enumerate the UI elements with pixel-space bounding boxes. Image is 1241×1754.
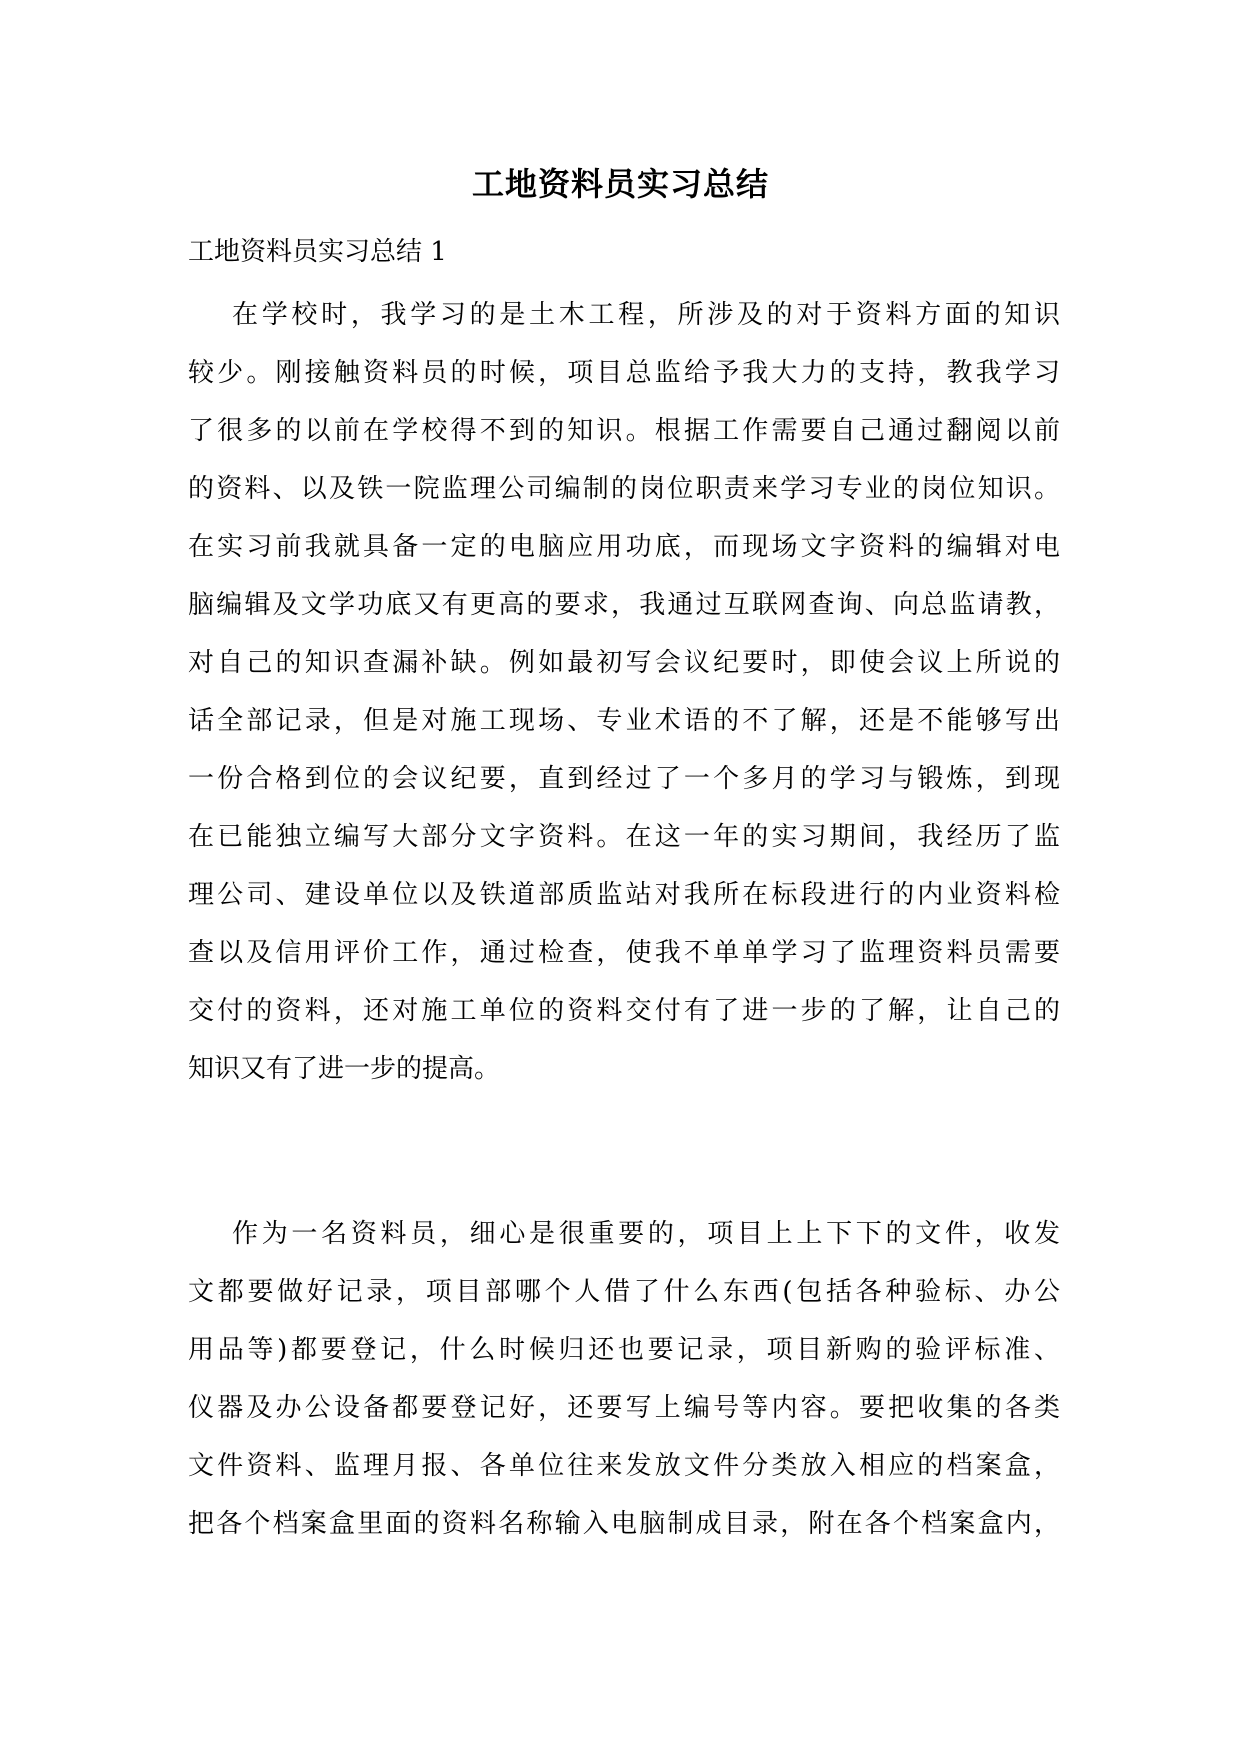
paragraph-line: 查以及信用评价工作，通过检查，使我不单单学习了监理资料员需要: [188, 938, 1060, 968]
paragraph-line: 较少。刚接触资料员的时候，项目总监给予我大力的支持，教我学习: [188, 358, 1060, 388]
paragraph-line: 话全部记录，但是对施工现场、专业术语的不了解，还是不能够写出: [188, 706, 1060, 736]
paragraph-line: 脑编辑及文学功底又有更高的要求，我通过互联网查询、向总监请教，: [188, 590, 1060, 620]
paragraph-line: 在实习前我就具备一定的电脑应用功底，而现场文字资料的编辑对电: [188, 532, 1060, 562]
paragraph-line: 把各个档案盒里面的资料名称输入电脑制成目录，附在各个档案盒内，: [188, 1509, 1060, 1539]
paragraph-1: [188, 286, 1060, 1098]
paragraph-line: 一份合格到位的会议纪要，直到经过了一个多月的学习与锻炼，到现: [188, 764, 1060, 794]
paragraph-line: 了很多的以前在学校得不到的知识。根据工作需要自己通过翻阅以前: [188, 416, 1060, 446]
paragraph-line: 用品等)都要登记，什么时候归还也要记录，项目新购的验评标准、: [188, 1335, 1060, 1365]
paragraph-line: 在学校时，我学习的是土木工程，所涉及的对于资料方面的知识: [232, 300, 1060, 330]
paragraph-line: 知识又有了进一步的提高。: [188, 1054, 501, 1084]
document-title: 工地资料员实习总结: [471, 165, 769, 203]
paragraph-line: 文件资料、监理月报、各单位往来发放文件分类放入相应的档案盒，: [188, 1451, 1060, 1481]
paragraph-line: 文都要做好记录，项目部哪个人借了什么东西(包括各种验标、办公: [188, 1277, 1060, 1307]
paragraph-2: [188, 1205, 1060, 1553]
paragraph-line: 的资料、以及铁一院监理公司编制的岗位职责来学习专业的岗位知识。: [188, 474, 1060, 504]
section-heading: 工地资料员实习总结 1: [188, 237, 447, 267]
paragraph-line: 理公司、建设单位以及铁道部质监站对我所在标段进行的内业资料检: [188, 880, 1060, 910]
paragraph-line: 仪器及办公设备都要登记好，还要写上编号等内容。要把收集的各类: [188, 1393, 1060, 1423]
paragraph-line: 在已能独立编写大部分文字资料。在这一年的实习期间，我经历了监: [188, 822, 1060, 852]
paragraph-line: 交付的资料，还对施工单位的资料交付有了进一步的了解，让自己的: [188, 996, 1060, 1026]
paragraph-line: 作为一名资料员，细心是很重要的，项目上上下下的文件，收发: [232, 1219, 1060, 1249]
paragraph-line: 对自己的知识查漏补缺。例如最初写会议纪要时，即使会议上所说的: [188, 648, 1060, 678]
